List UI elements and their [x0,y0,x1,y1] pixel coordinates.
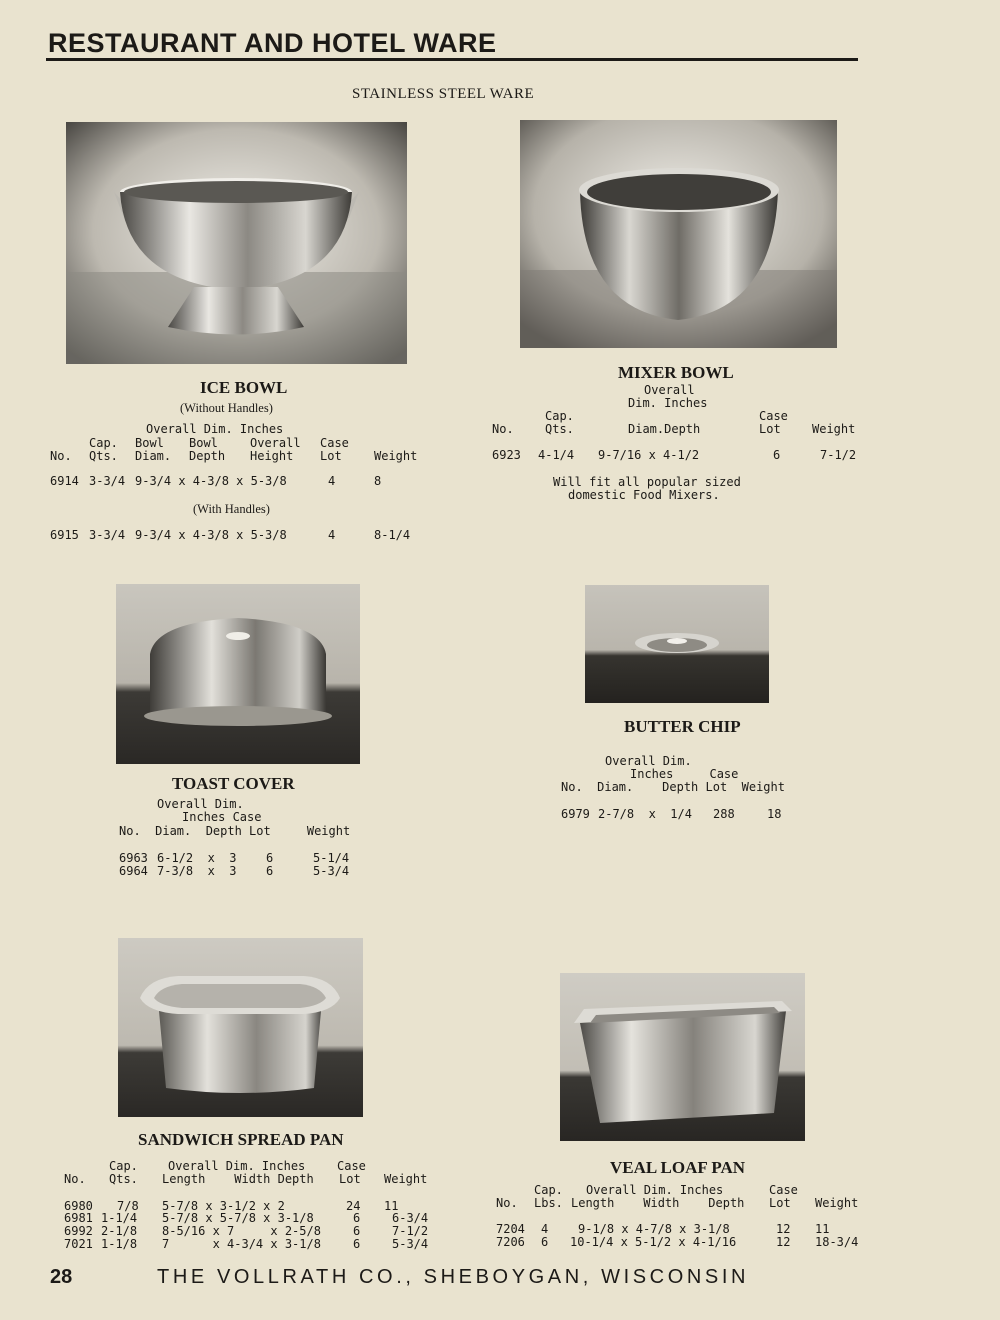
butter-chip-photo [585,585,769,703]
sandwich-pan-row-dims: 8-5/16 x 7 x 2-5/8 [162,1224,321,1238]
ice-bowl-row-no: 6915 [50,528,79,542]
veal-pan-row-dims: 9-1/8 x 4-7/8 x 3-1/8 [578,1222,730,1236]
mixer-bowl-note-1: Will fit all popular sized [553,475,741,489]
toast-cover-row-weight: 5-1/4 [313,851,350,865]
page-number: 28 [50,1266,73,1288]
sandwich-pan-col-cap-1: Cap. [109,1159,138,1173]
sandwich-pan-row-cap: 1-1/8 [101,1237,138,1251]
toast-cover-row-dims: 7-3/8 x 3 [157,864,237,878]
ice-bowl-row-no: 6914 [50,474,79,488]
ice-bowl-col-bowl-depth-2: Depth [189,449,226,463]
sandwich-pan-row-cap: 1-1/4 [101,1211,138,1225]
ice-bowl-row-dims: 9-3/4 x 4-3/8 x 5-3/8 [135,528,287,542]
mixer-bowl-col-weight: Weight [812,422,856,436]
veal-pan-row-case: 12 [776,1235,791,1249]
ice-bowl-title: ICE BOWL [200,378,288,397]
sandwich-pan-row-case: 24 [346,1199,361,1213]
mixer-bowl-col-case-2: Lot [759,422,781,436]
ice-bowl-group-header: Overall Dim. Inches [146,422,284,436]
sandwich-pan-group-header: Overall Dim. Inches [168,1159,306,1173]
ice-bowl-col-bowl-diam-1: Bowl [135,436,164,450]
veal-pan-col-cap-1: Cap. [534,1183,563,1197]
ice-bowl-col-height-2: Height [250,449,294,463]
toast-cover-header-2: Inches Case [182,810,262,824]
ice-bowl-photo [66,122,407,364]
sandwich-pan-row-case: 6 [353,1224,361,1238]
veal-pan-col-dims: Length Width Depth [571,1196,745,1210]
veal-pan-col-cap-2: Lbs. [534,1196,563,1210]
ice-bowl-col-weight: Weight [374,449,418,463]
mixer-bowl-col-case-1: Case [759,409,788,423]
toast-cover-row-dims: 6-1/2 x 3 [157,851,237,865]
mixer-bowl-row-dims: 9-7/16 x 4-1/2 [598,448,700,462]
ice-bowl-row-weight: 8 [374,474,382,488]
veal-pan-col-no: No. [496,1196,518,1210]
sandwich-spread-pan-photo [118,938,363,1117]
sandwich-pan-row-weight: 6-3/4 [392,1211,429,1225]
mixer-bowl-col-cap-2: Qts. [545,422,574,436]
sandwich-pan-row-no: 6992 [64,1224,93,1238]
veal-pan-row-no: 7206 [496,1235,525,1249]
sandwich-pan-row-dims: 7 x 4-3/4 x 3-1/8 [162,1237,321,1251]
ice-bowl-col-case-1: Case [320,436,349,450]
sandwich-spread-pan-title: SANDWICH SPREAD PAN [138,1130,344,1149]
veal-pan-row-weight: 18-3/4 [815,1235,859,1249]
toast-cover-title: TOAST COVER [172,774,295,793]
mixer-bowl-col-no: No. [492,422,514,436]
ice-bowl-row-case: 4 [328,474,336,488]
butter-chip-row-case: 288 [713,807,735,821]
page-title: RESTAURANT AND HOTEL WARE [48,28,497,58]
ice-bowl-row-cap: 3-3/4 [89,528,126,542]
toast-cover-header-3: No. Diam. Depth Lot Weight [119,824,351,838]
mixer-bowl-group-header-1: Overall [644,383,695,397]
toast-cover-row-case: 6 [266,851,274,865]
mixer-bowl-title: MIXER BOWL [618,363,734,382]
sandwich-pan-row-cap: 7/8 [117,1199,139,1213]
mixer-bowl-photo [520,120,837,348]
sandwich-pan-row-no: 6980 [64,1199,93,1213]
sandwich-pan-row-cap: 2-1/8 [101,1224,138,1238]
ice-bowl-col-bowl-diam-2: Diam. [135,449,172,463]
ice-bowl-variant-without: (Without Handles) [180,401,273,415]
toast-cover-row-weight: 5-3/4 [313,864,350,878]
toast-cover-row-case: 6 [266,864,274,878]
butter-chip-row-no: 6979 [561,807,590,821]
sandwich-pan-col-weight: Weight [384,1172,428,1186]
ice-bowl-row-cap: 3-3/4 [89,474,126,488]
butter-chip-row-weight: 18 [767,807,782,821]
ice-bowl-row-weight: 8-1/4 [374,528,411,542]
sandwich-pan-row-case: 6 [353,1237,361,1251]
veal-pan-col-weight: Weight [815,1196,859,1210]
butter-chip-header-2: Inches Case [630,767,739,781]
veal-loaf-pan-photo [560,973,805,1141]
ice-bowl-col-no: No. [50,449,72,463]
veal-pan-row-case: 12 [776,1222,791,1236]
mixer-bowl-row-cap: 4-1/4 [538,448,575,462]
sandwich-pan-col-case-2: Lot [339,1172,361,1186]
mixer-bowl-row-weight: 7-1/2 [820,448,857,462]
sandwich-pan-row-case: 6 [353,1211,361,1225]
sandwich-pan-row-no: 6981 [64,1211,93,1225]
veal-pan-group-header: Overall Dim. Inches [586,1183,724,1197]
veal-pan-row-cap: 6 [541,1235,549,1249]
butter-chip-header-3: No. Diam. Depth Lot Weight [561,780,785,794]
ice-bowl-col-height-1: Overall [250,436,301,450]
veal-pan-row-dims: 10-1/4 x 5-1/2 x 4-1/16 [570,1235,737,1249]
page-subtitle: STAINLESS STEEL WARE [352,86,535,102]
sandwich-pan-row-weight: 7-1/2 [392,1224,429,1238]
ice-bowl-variant-with: (With Handles) [193,502,270,516]
ice-bowl-col-cap-1: Cap. [89,436,118,450]
butter-chip-header-1: Overall Dim. [605,754,692,768]
toast-cover-header-1: Overall Dim. [157,797,244,811]
veal-pan-row-weight: 11 [815,1222,830,1236]
sandwich-pan-row-weight: 11 [384,1199,399,1213]
veal-pan-col-case-2: Lot [769,1196,791,1210]
mixer-bowl-col-diam-depth: Diam.Depth [628,422,701,436]
veal-pan-row-cap: 4 [541,1222,549,1236]
butter-chip-title: BUTTER CHIP [624,717,741,736]
ice-bowl-col-cap-2: Qts. [89,449,118,463]
sandwich-pan-row-no: 7021 [64,1237,93,1251]
ice-bowl-col-case-2: Lot [320,449,342,463]
title-rule [46,58,858,61]
sandwich-pan-col-case-1: Case [337,1159,366,1173]
ice-bowl-row-dims: 9-3/4 x 4-3/8 x 5-3/8 [135,474,287,488]
toast-cover-photo [116,584,360,764]
company-footer: THE VOLLRATH CO., SHEBOYGAN, WISCONSIN [157,1266,750,1288]
veal-loaf-pan-title: VEAL LOAF PAN [610,1158,746,1177]
mixer-bowl-col-cap-1: Cap. [545,409,574,423]
toast-cover-row-no: 6963 [119,851,148,865]
mixer-bowl-row-no: 6923 [492,448,521,462]
sandwich-pan-col-dims: Length Width Depth [162,1172,314,1186]
ice-bowl-col-bowl-depth-1: Bowl [189,436,218,450]
sandwich-pan-col-cap-2: Qts. [109,1172,138,1186]
veal-pan-row-no: 7204 [496,1222,525,1236]
mixer-bowl-group-header-2: Dim. Inches [628,396,708,410]
mixer-bowl-note-2: domestic Food Mixers. [568,488,720,502]
sandwich-pan-row-weight: 5-3/4 [392,1237,429,1251]
sandwich-pan-row-dims: 5-7/8 x 5-7/8 x 3-1/8 [162,1211,314,1225]
veal-pan-col-case-1: Case [769,1183,798,1197]
butter-chip-row-dims: 2-7/8 x 1/4 [598,807,692,821]
toast-cover-row-no: 6964 [119,864,148,878]
mixer-bowl-row-case: 6 [773,448,781,462]
sandwich-pan-row-dims: 5-7/8 x 3-1/2 x 2 [162,1199,285,1213]
sandwich-pan-col-no: No. [64,1172,86,1186]
ice-bowl-row-case: 4 [328,528,336,542]
